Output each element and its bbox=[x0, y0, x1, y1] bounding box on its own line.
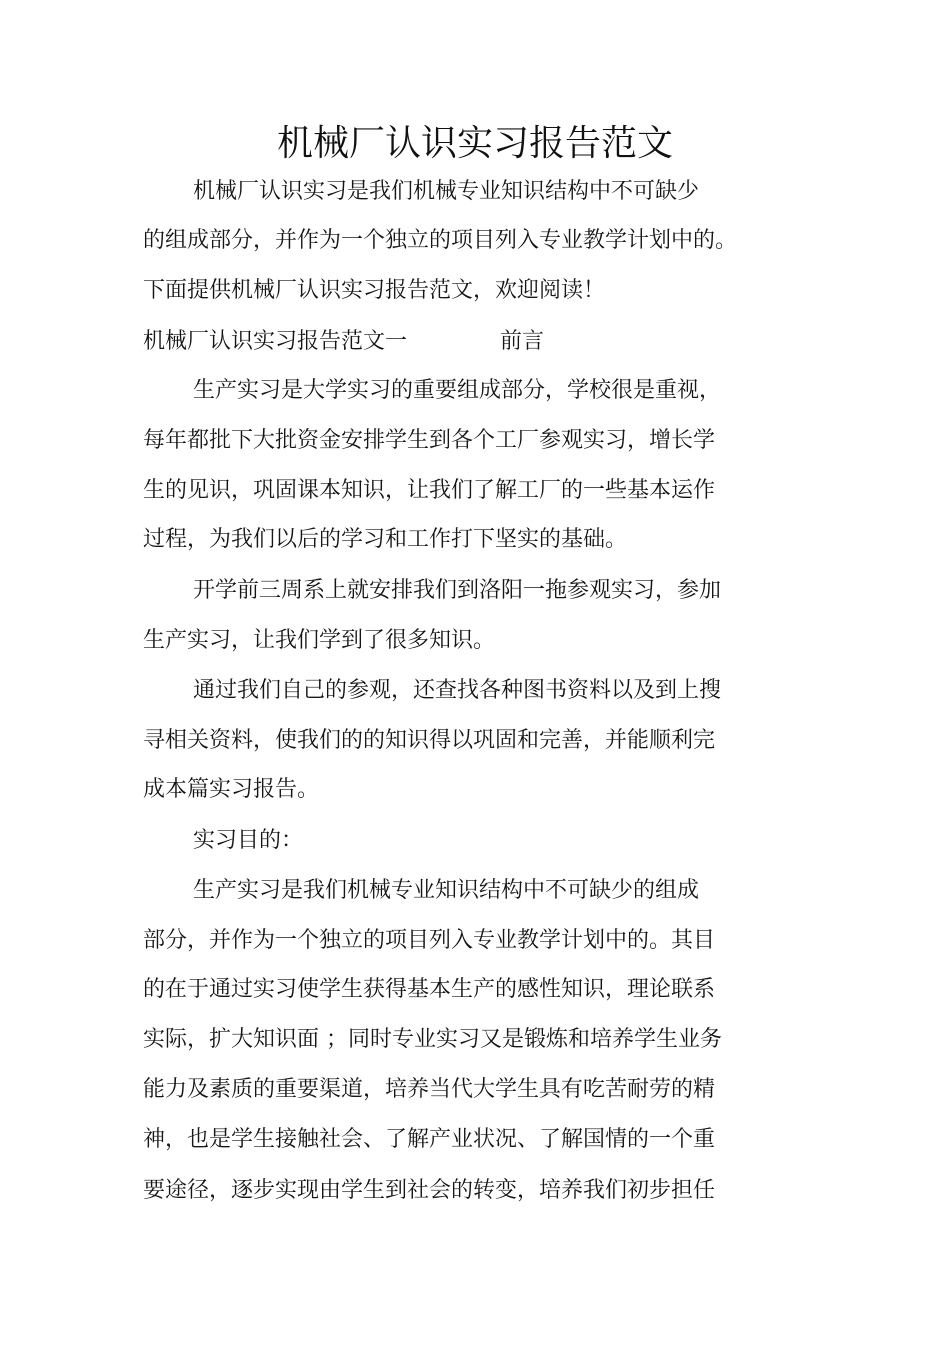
paragraph-line: 每年都批下大批资金安排学生到各个工厂参观实习，增长学 bbox=[143, 428, 716, 453]
paragraph-line: 通过我们自己的参观，还查找各种图书资料以及到上搜 bbox=[193, 678, 722, 703]
paragraph-line: 开学前三周系上就安排我们到洛阳一拖参观实习，参加 bbox=[193, 578, 722, 603]
paragraph-line: 要途径，逐步实现由学生到社会的转变，培养我们初步担任 bbox=[143, 1178, 716, 1203]
paragraph-line: 生产实习是大学实习的重要组成部分，学校很是重视， bbox=[193, 378, 722, 403]
preface-label: 前言 bbox=[500, 329, 545, 354]
paragraph-line: 能力及素质的重要渠道，培养当代大学生具有吃苦耐劳的精 bbox=[143, 1077, 716, 1102]
paragraph-line: 实际，扩大知识面 ；同时专业实习又是锻炼和培养学生业务 bbox=[143, 1027, 722, 1052]
section-heading: 机械厂认识实习报告范文一 bbox=[143, 329, 408, 354]
paragraph-line: 过程，为我们以后的学习和工作打下坚实的基础。 bbox=[143, 527, 628, 552]
intro-line: 的组成部分，并作为一个独立的项目列入专业教学计划中的。 bbox=[143, 228, 738, 253]
purpose-heading: 实习目的： bbox=[193, 828, 304, 853]
paragraph-line: 神，也是学生接触社会、了解产业状况、了解国情的一个重 bbox=[143, 1127, 716, 1152]
paragraph-line: 部分，并作为一个独立的项目列入专业教学计划中的。其目 bbox=[143, 928, 716, 953]
paragraph-line: 生产实习是我们机械专业知识结构中不可缺少的组成 bbox=[193, 878, 700, 903]
intro-line: 机械厂认识实习是我们机械专业知识结构中不可缺少 bbox=[193, 179, 700, 204]
paragraph-line: 生产实习，让我们学到了很多知识。 bbox=[143, 628, 496, 653]
paragraph-line: 生的见识，巩固课本知识，让我们了解工厂的一些基本运作 bbox=[143, 478, 716, 503]
paragraph-line: 寻相关资料，使我们的的知识得以巩固和完善，并能顺利完 bbox=[143, 728, 716, 753]
document-title: 机械厂认识实习报告范文 bbox=[276, 123, 673, 164]
paragraph-line: 成本篇实习报告。 bbox=[143, 777, 320, 802]
paragraph-line: 的在于通过实习使学生获得基本生产的感性知识，理论联系 bbox=[143, 977, 716, 1002]
intro-line: 下面提供机械厂认识实习报告范文，欢迎阅读！ bbox=[143, 278, 606, 303]
